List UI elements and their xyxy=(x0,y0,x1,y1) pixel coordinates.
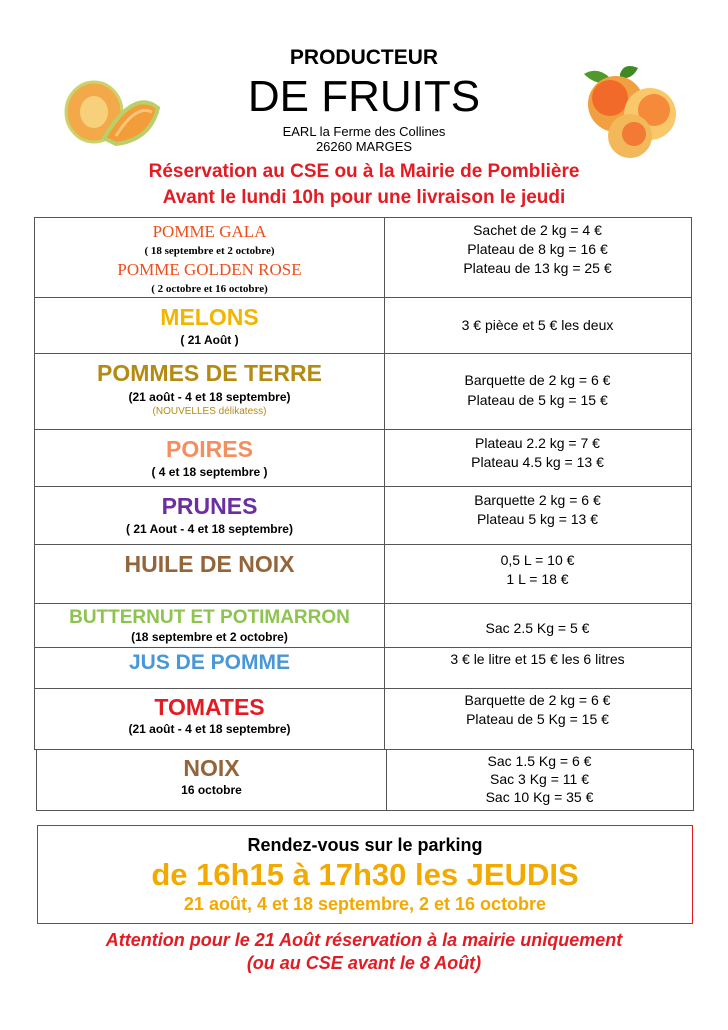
product-name: TOMATES xyxy=(154,694,265,720)
price-line: Sac 10 Kg = 35 € xyxy=(485,789,594,805)
price-cell xyxy=(384,545,691,603)
rendezvous-box xyxy=(37,825,693,924)
table-row-prunes xyxy=(34,486,692,545)
product-name: POIRES xyxy=(166,436,253,462)
price-line: 3 € le litre et 15 € les 6 litres xyxy=(450,651,625,667)
attention-line-2: (ou au CSE avant le 8 Août) xyxy=(246,953,482,973)
melon-slice-image xyxy=(64,78,160,148)
company-name: EARL la Ferme des Collines xyxy=(282,124,446,139)
product-dates: ( 21 Aout - 4 et 18 septembre) xyxy=(126,522,293,536)
price-line: Sac 3 Kg = 11 € xyxy=(490,771,589,787)
product-name: PRUNES xyxy=(161,493,258,519)
product-dates: (21 août - 4 et 18 septembre) xyxy=(128,722,291,736)
price-cell xyxy=(384,648,691,688)
price-line: 3 € pièce et 5 € les deux xyxy=(461,317,614,333)
product-cell xyxy=(35,604,385,647)
reservation-notice xyxy=(0,159,728,211)
price-line: Plateau de 5 Kg = 15 € xyxy=(466,711,609,727)
price-line: 0,5 L = 10 € xyxy=(500,552,575,568)
price-line: Plateau de 8 kg = 16 € xyxy=(467,241,608,257)
price-line: Plateau de 5 kg = 15 € xyxy=(467,392,608,408)
attention-notice xyxy=(0,929,728,975)
product-name: JUS DE POMME xyxy=(128,651,291,674)
product-dates: ( 21 Août ) xyxy=(180,333,239,347)
reservation-line-2: Avant le lundi 10h pour une livraison le jeudi xyxy=(162,187,566,208)
price-line: Plateau 5 kg = 13 € xyxy=(476,511,599,527)
table-row-pommes-de-terre xyxy=(34,353,692,430)
price-cell xyxy=(384,354,691,429)
product-cell xyxy=(35,298,385,353)
price-line: Sac 1.5 Kg = 6 € xyxy=(487,753,592,769)
table-row-tomates xyxy=(34,688,692,750)
product-dates: (21 août - 4 et 18 septembre) xyxy=(128,390,291,404)
product-cell xyxy=(35,487,385,544)
product-dates-2: ( 2 octobre et 16 octobre) xyxy=(151,283,268,295)
price-line: Barquette de 2 kg = 6 € xyxy=(464,692,611,708)
rendezvous-title: Rendez-vous sur le parking xyxy=(247,835,483,855)
price-cell xyxy=(384,487,691,544)
table-row-poires xyxy=(34,429,692,487)
product-name: POMME GALA xyxy=(152,222,267,241)
price-line: Plateau 4.5 kg = 13 € xyxy=(471,454,604,470)
product-cell xyxy=(37,750,387,810)
reservation-line-1: Réservation au CSE ou à la Mairie de Pomblière xyxy=(148,161,580,182)
price-cell xyxy=(384,604,691,647)
company-city: 26260 MARGES xyxy=(315,139,413,154)
price-line: Sachet de 2 kg = 4 € xyxy=(473,222,602,238)
product-dates: ( 18 septembre et 2 octobre) xyxy=(144,245,275,257)
price-cell xyxy=(384,218,691,297)
product-name: BUTTERNUT ET POTIMARRON xyxy=(69,607,350,628)
rendezvous-hours: de 16h15 à 17h30 les JEUDIS xyxy=(151,857,579,892)
price-cell xyxy=(386,750,693,810)
product-cell xyxy=(35,689,385,749)
table-row-melons xyxy=(34,297,692,354)
product-name: MELONS xyxy=(160,304,259,330)
price-line: Plateau 2.2 kg = 7 € xyxy=(475,435,600,451)
product-dates: 16 octobre xyxy=(181,783,242,797)
price-cell xyxy=(384,430,691,486)
product-cell xyxy=(35,430,385,486)
header-de-fruits: DE FRUITS xyxy=(247,72,481,121)
product-note: (NOUVELLES délikatess) xyxy=(152,406,267,417)
table-row-noix xyxy=(36,749,694,811)
product-cell xyxy=(35,218,385,297)
attention-line-1: Attention pour le 21 Août réservation à la mairie uniquement xyxy=(105,930,623,950)
price-line: Barquette 2 kg = 6 € xyxy=(474,492,601,508)
product-name-2: POMME GOLDEN ROSE xyxy=(117,260,302,279)
product-name: HUILE DE NOIX xyxy=(124,551,295,577)
price-cell xyxy=(384,689,691,749)
rendezvous-dates: 21 août, 4 et 18 septembre, 2 et 16 octobre xyxy=(183,894,547,914)
product-name: NOIX xyxy=(183,755,240,781)
price-cell xyxy=(384,298,691,353)
price-line: 1 L = 18 € xyxy=(506,571,569,587)
table-row-huile-de-noix xyxy=(34,544,692,604)
product-dates: ( 4 et 18 septembre ) xyxy=(151,465,268,479)
product-cell xyxy=(35,545,385,603)
product-cell xyxy=(35,354,385,429)
price-line: Sac 2.5 Kg = 5 € xyxy=(485,620,590,636)
price-line: Barquette de 2 kg = 6 € xyxy=(464,372,611,388)
product-dates: (18 septembre et 2 octobre) xyxy=(131,630,288,644)
table-row-jus-de-pomme xyxy=(34,647,692,689)
price-line: Plateau de 13 kg = 25 € xyxy=(463,260,612,276)
table-row-butternut xyxy=(34,603,692,648)
product-name: POMMES DE TERRE xyxy=(97,360,322,386)
header-producteur: PRODUCTEUR xyxy=(289,46,439,69)
table-row-pommes xyxy=(34,217,692,298)
product-cell xyxy=(35,648,385,688)
peaches-image xyxy=(580,64,680,160)
